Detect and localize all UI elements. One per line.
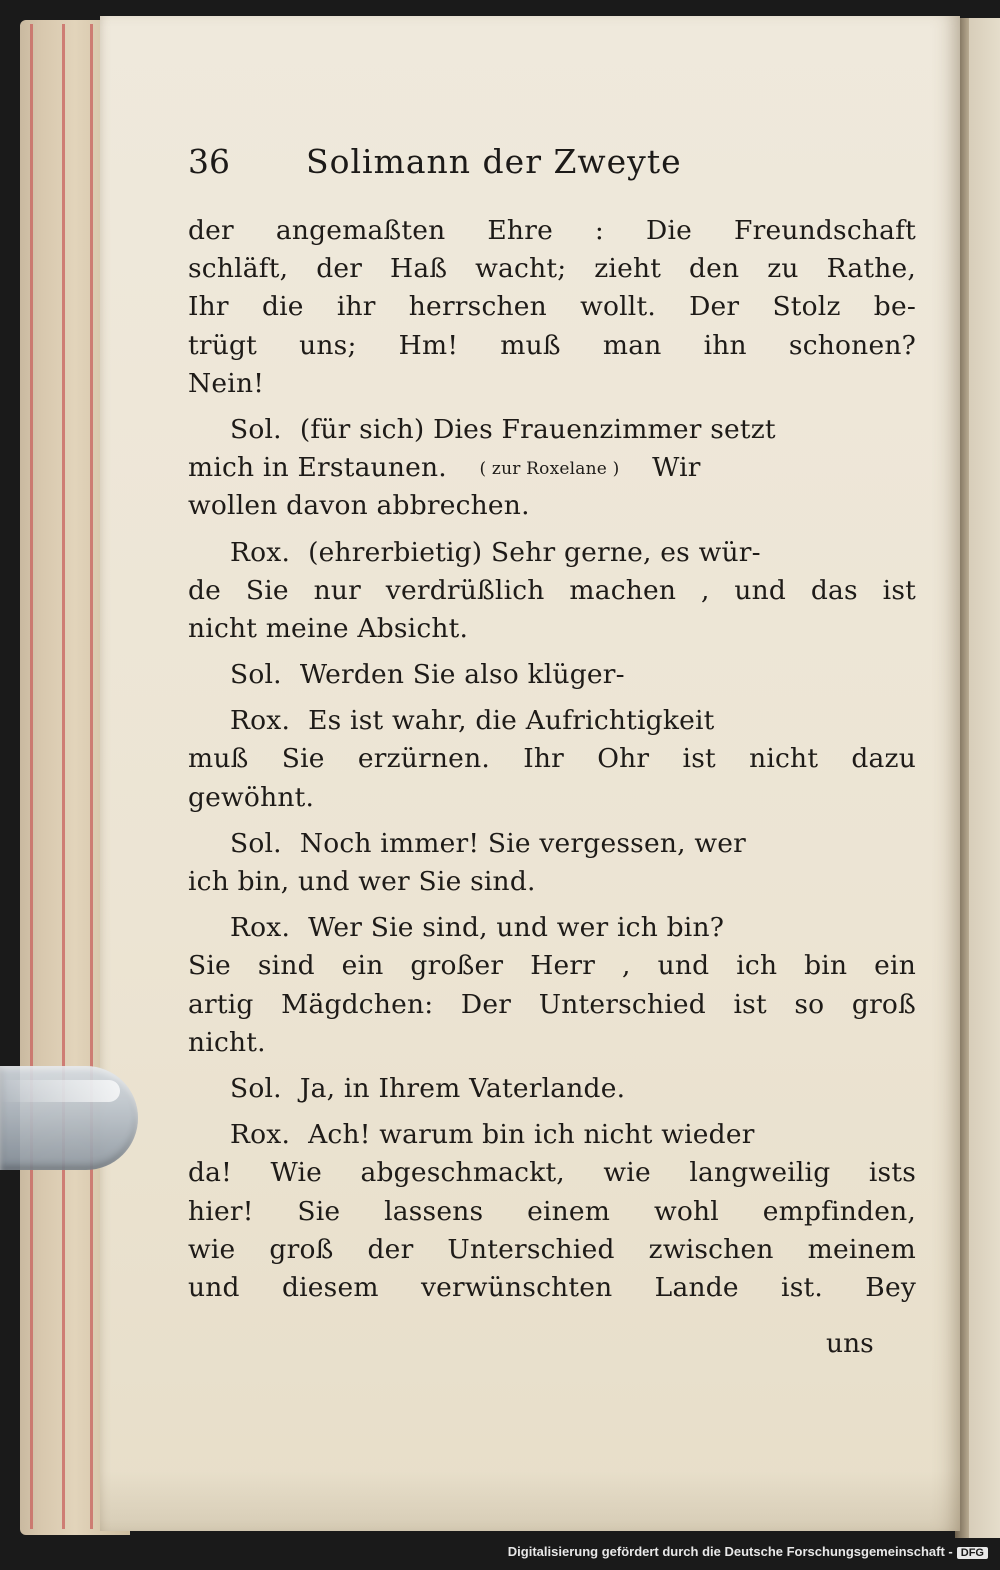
page-header bbox=[188, 142, 788, 192]
catchword: uns bbox=[826, 1328, 874, 1359]
text-line: Sie sind ein großer Herr , und ich bin ein bbox=[188, 950, 916, 982]
text-line: nicht meine Absicht. bbox=[188, 612, 469, 644]
text-line: Nein! bbox=[188, 367, 265, 399]
page-edge-red-line bbox=[90, 24, 93, 1529]
text-fragment: Ja, in Ihrem Vaterlande. bbox=[299, 1072, 626, 1104]
running-title: Solimann der Zweyte bbox=[306, 142, 682, 181]
speaker-label: Rox. bbox=[230, 536, 291, 568]
dialogue-line bbox=[188, 909, 916, 947]
dialogue-line bbox=[188, 534, 916, 572]
page-edge-red-line bbox=[30, 24, 33, 1529]
stage-direction: ( zur Roxelane ) bbox=[479, 459, 620, 480]
credit-text: Digitalisierung gefördert durch die Deutsche Forschungsgemeinschaft - bbox=[507, 1544, 953, 1559]
page-body-text bbox=[188, 212, 916, 1307]
text-line: hier! Sie lassens einem wohl empfinden, bbox=[188, 1195, 916, 1227]
text-line: wie groß der Unterschied zwischen meinem bbox=[188, 1233, 916, 1265]
dialogue-line bbox=[188, 1070, 916, 1108]
text-fragment: mich in Erstaunen. bbox=[188, 452, 447, 484]
dialogue-line bbox=[188, 1116, 916, 1154]
speaker-label: Sol. bbox=[230, 1072, 282, 1104]
text-line: und diesem verwünschten Lande ist. Bey bbox=[188, 1271, 916, 1303]
text-fragment: Noch immer! Sie vergessen, wer bbox=[299, 827, 746, 859]
dialogue-line bbox=[188, 656, 916, 694]
text-fragment: (für sich) Dies Frauenzimmer setzt bbox=[299, 413, 776, 445]
text-fragment: Ach! warum bin ich nicht wieder bbox=[308, 1119, 755, 1151]
text-fragment: (ehrerbietig) Sehr gerne, es wür- bbox=[308, 536, 761, 568]
speaker-label: Sol. bbox=[230, 659, 282, 691]
dialogue-line bbox=[188, 702, 916, 740]
clamp-highlight bbox=[0, 1080, 120, 1102]
dialogue-line bbox=[188, 449, 916, 487]
text-line: artig Mägdchen: Der Unterschied ist so groß bbox=[188, 988, 916, 1020]
text-fragment: Es ist wahr, die Aufrichtigkeit bbox=[308, 705, 715, 737]
speaker-label: Rox. bbox=[230, 705, 291, 737]
text-line: ich bin, und wer Sie sind. bbox=[188, 866, 536, 897]
dfg-logo: DFG bbox=[957, 1547, 988, 1559]
speaker-label: Rox. bbox=[230, 1119, 291, 1151]
text-line: da! Wie abgeschmackt, wie langweilig ists bbox=[188, 1157, 916, 1189]
speaker-label: Sol. bbox=[230, 827, 282, 859]
text-line: nicht. bbox=[188, 1026, 266, 1058]
speaker-label: Rox. bbox=[230, 912, 291, 944]
dialogue-line bbox=[188, 411, 916, 449]
text-line: trügt uns; Hm! muß man ihn schonen? bbox=[188, 329, 916, 361]
text-fragment: Wer Sie sind, und wer ich bin? bbox=[308, 912, 725, 944]
text-line: de Sie nur verdrüßlich machen , und das ist bbox=[188, 574, 916, 606]
text-fragment: Werden Sie also klüger- bbox=[299, 659, 625, 691]
dialogue-line bbox=[188, 825, 916, 863]
digitization-credit bbox=[508, 1544, 988, 1564]
text-line: gewöhnt. bbox=[188, 781, 315, 813]
text-line: wollen davon abbrechen. bbox=[188, 490, 530, 522]
page-edge-red-line bbox=[62, 24, 65, 1529]
page-number: 36 bbox=[188, 142, 230, 181]
page-shade bbox=[100, 1471, 960, 1531]
text-fragment: Wir bbox=[652, 452, 701, 484]
text-line: der angemaßten Ehre : Die Freundschaft bbox=[188, 215, 916, 246]
speaker-label: Sol. bbox=[230, 413, 282, 445]
text-line: Ihr die ihr herrschen wollt. Der Stolz be- bbox=[188, 291, 916, 323]
text-line: muß Sie erzürnen. Ihr Ohr ist nicht dazu bbox=[188, 743, 916, 775]
text-line: schläft, der Haß wacht; zieht den zu Rathe, bbox=[188, 253, 916, 285]
